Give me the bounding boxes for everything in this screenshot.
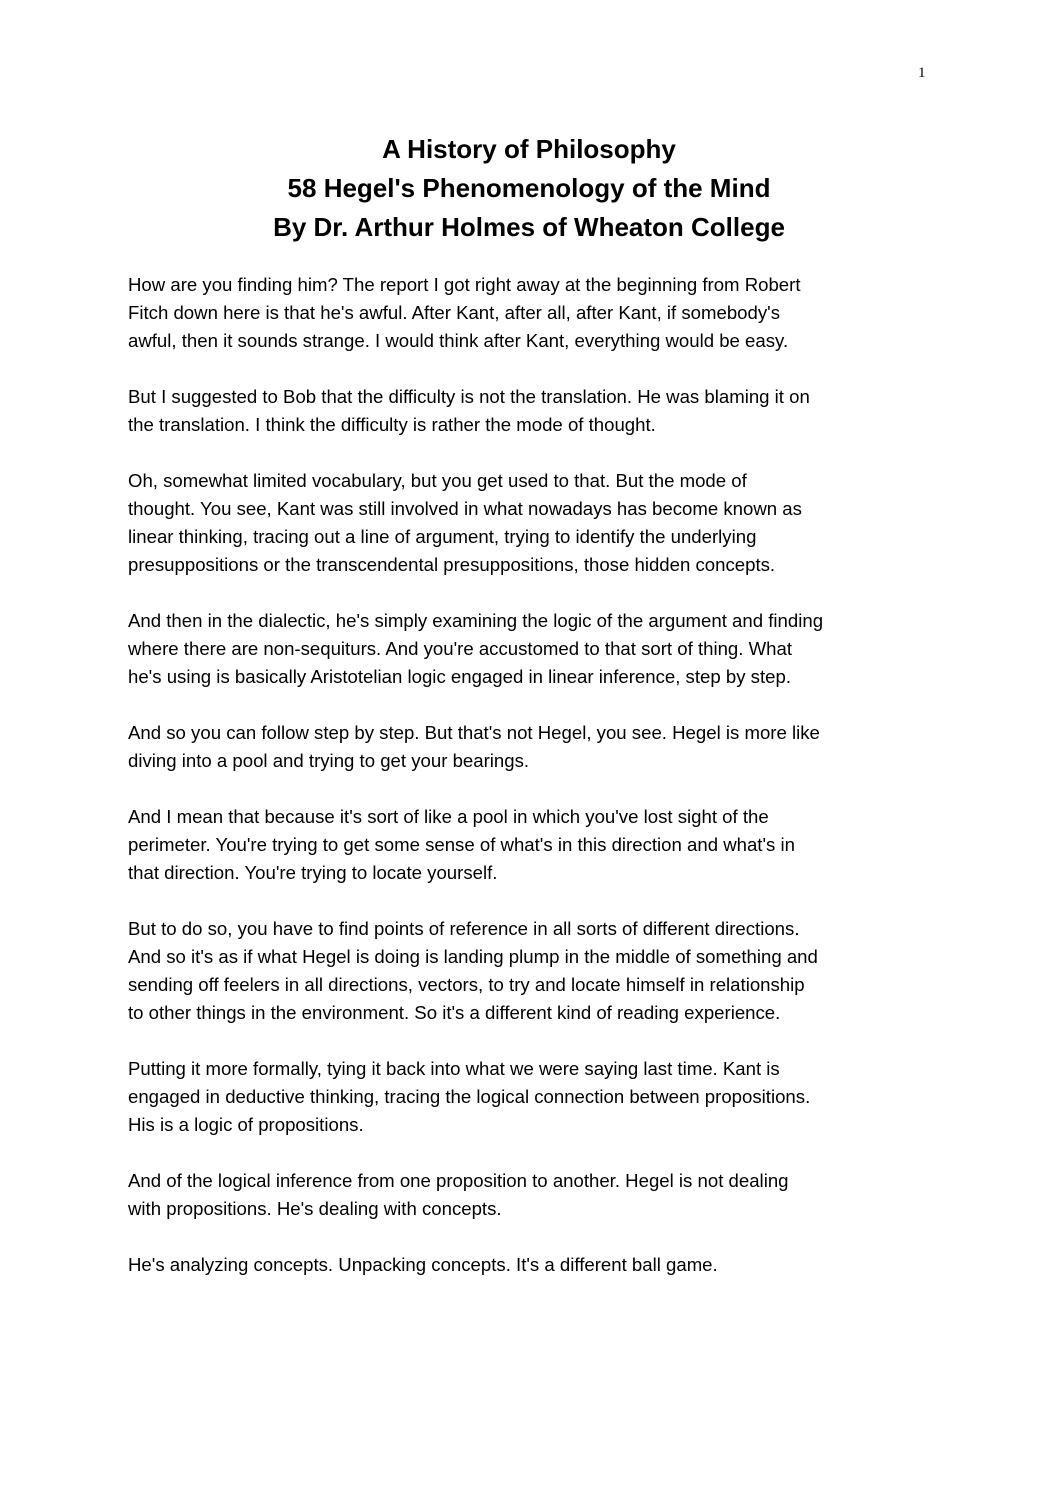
title-series: A History of Philosophy <box>382 134 676 164</box>
document-title <box>0 130 1058 247</box>
text-line: diving into a pool and trying to get your bearings. <box>128 750 530 771</box>
text-line: engaged in deductive thinking, tracing the logical connection between propositions. <box>128 1086 811 1107</box>
text-line: Oh, somewhat limited vocabulary, but you get used to that. But the mode of <box>128 470 747 491</box>
text-line: he's using is basically Aristotelian logic engaged in linear inference, step by step. <box>128 666 791 687</box>
text-line: And of the logical inference from one proposition to another. Hegel is not dealing <box>128 1170 789 1191</box>
text-line: His is a logic of propositions. <box>128 1114 364 1135</box>
text-line: And I mean that because it's sort of like a pool in which you've lost sight of the <box>128 806 769 827</box>
text-line: But to do so, you have to find points of reference in all sorts of different directions. <box>128 918 800 939</box>
title-author: By Dr. Arthur Holmes of Wheaton College <box>273 212 785 242</box>
page-number: 1 <box>918 65 926 81</box>
text-line: He's analyzing concepts. Unpacking concepts. It's a different ball game. <box>128 1254 718 1275</box>
text-line: Fitch down here is that he's awful. After Kant, after all, after Kant, if somebody's <box>128 302 781 323</box>
paragraph <box>128 383 943 439</box>
text-line: that direction. You're trying to locate yourself. <box>128 862 498 883</box>
text-line: linear thinking, tracing out a line of argument, trying to identify the underlying <box>128 526 757 547</box>
text-line: with propositions. He's dealing with concepts. <box>128 1198 502 1219</box>
text-line: awful, then it sounds strange. I would think after Kant, everything would be easy. <box>128 330 789 351</box>
text-line: And then in the dialectic, he's simply examining the logic of the argument and finding <box>128 610 824 631</box>
text-line: perimeter. You're trying to get some sense of what's in this direction and what's in <box>128 834 795 855</box>
text-line: How are you finding him? The report I got right away at the beginning from Robert <box>128 274 801 295</box>
text-line: And so you can follow step by step. But that's not Hegel, you see. Hegel is more like <box>128 722 820 743</box>
text-line: And so it's as if what Hegel is doing is landing plump in the middle of something and <box>128 946 818 967</box>
text-line: Putting it more formally, tying it back into what we were saying last time. Kant is <box>128 1058 780 1079</box>
text-line: to other things in the environment. So it's a different kind of reading experience. <box>128 1002 781 1023</box>
document-body <box>128 271 943 1307</box>
paragraph <box>128 803 943 887</box>
text-line: where there are non-sequiturs. And you're accustomed to that sort of thing. What <box>128 638 792 659</box>
text-line: presuppositions or the transcendental presuppositions, those hidden concepts. <box>128 554 776 575</box>
paragraph <box>128 719 943 775</box>
paragraph <box>128 271 943 355</box>
text-line: sending off feelers in all directions, vectors, to try and locate himself in relationship <box>128 974 805 995</box>
title-lecture: 58 Hegel's Phenomenology of the Mind <box>287 173 771 203</box>
paragraph <box>128 915 943 1027</box>
paragraph <box>128 607 943 691</box>
text-line: thought. You see, Kant was still involved in what nowadays has become known as <box>128 498 802 519</box>
paragraph <box>128 1055 943 1139</box>
text-line: the translation. I think the difficulty is rather the mode of thought. <box>128 414 656 435</box>
paragraph <box>128 1167 943 1223</box>
paragraph <box>128 467 943 579</box>
paragraph <box>128 1251 943 1279</box>
text-line: But I suggested to Bob that the difficulty is not the translation. He was blaming it on <box>128 386 810 407</box>
